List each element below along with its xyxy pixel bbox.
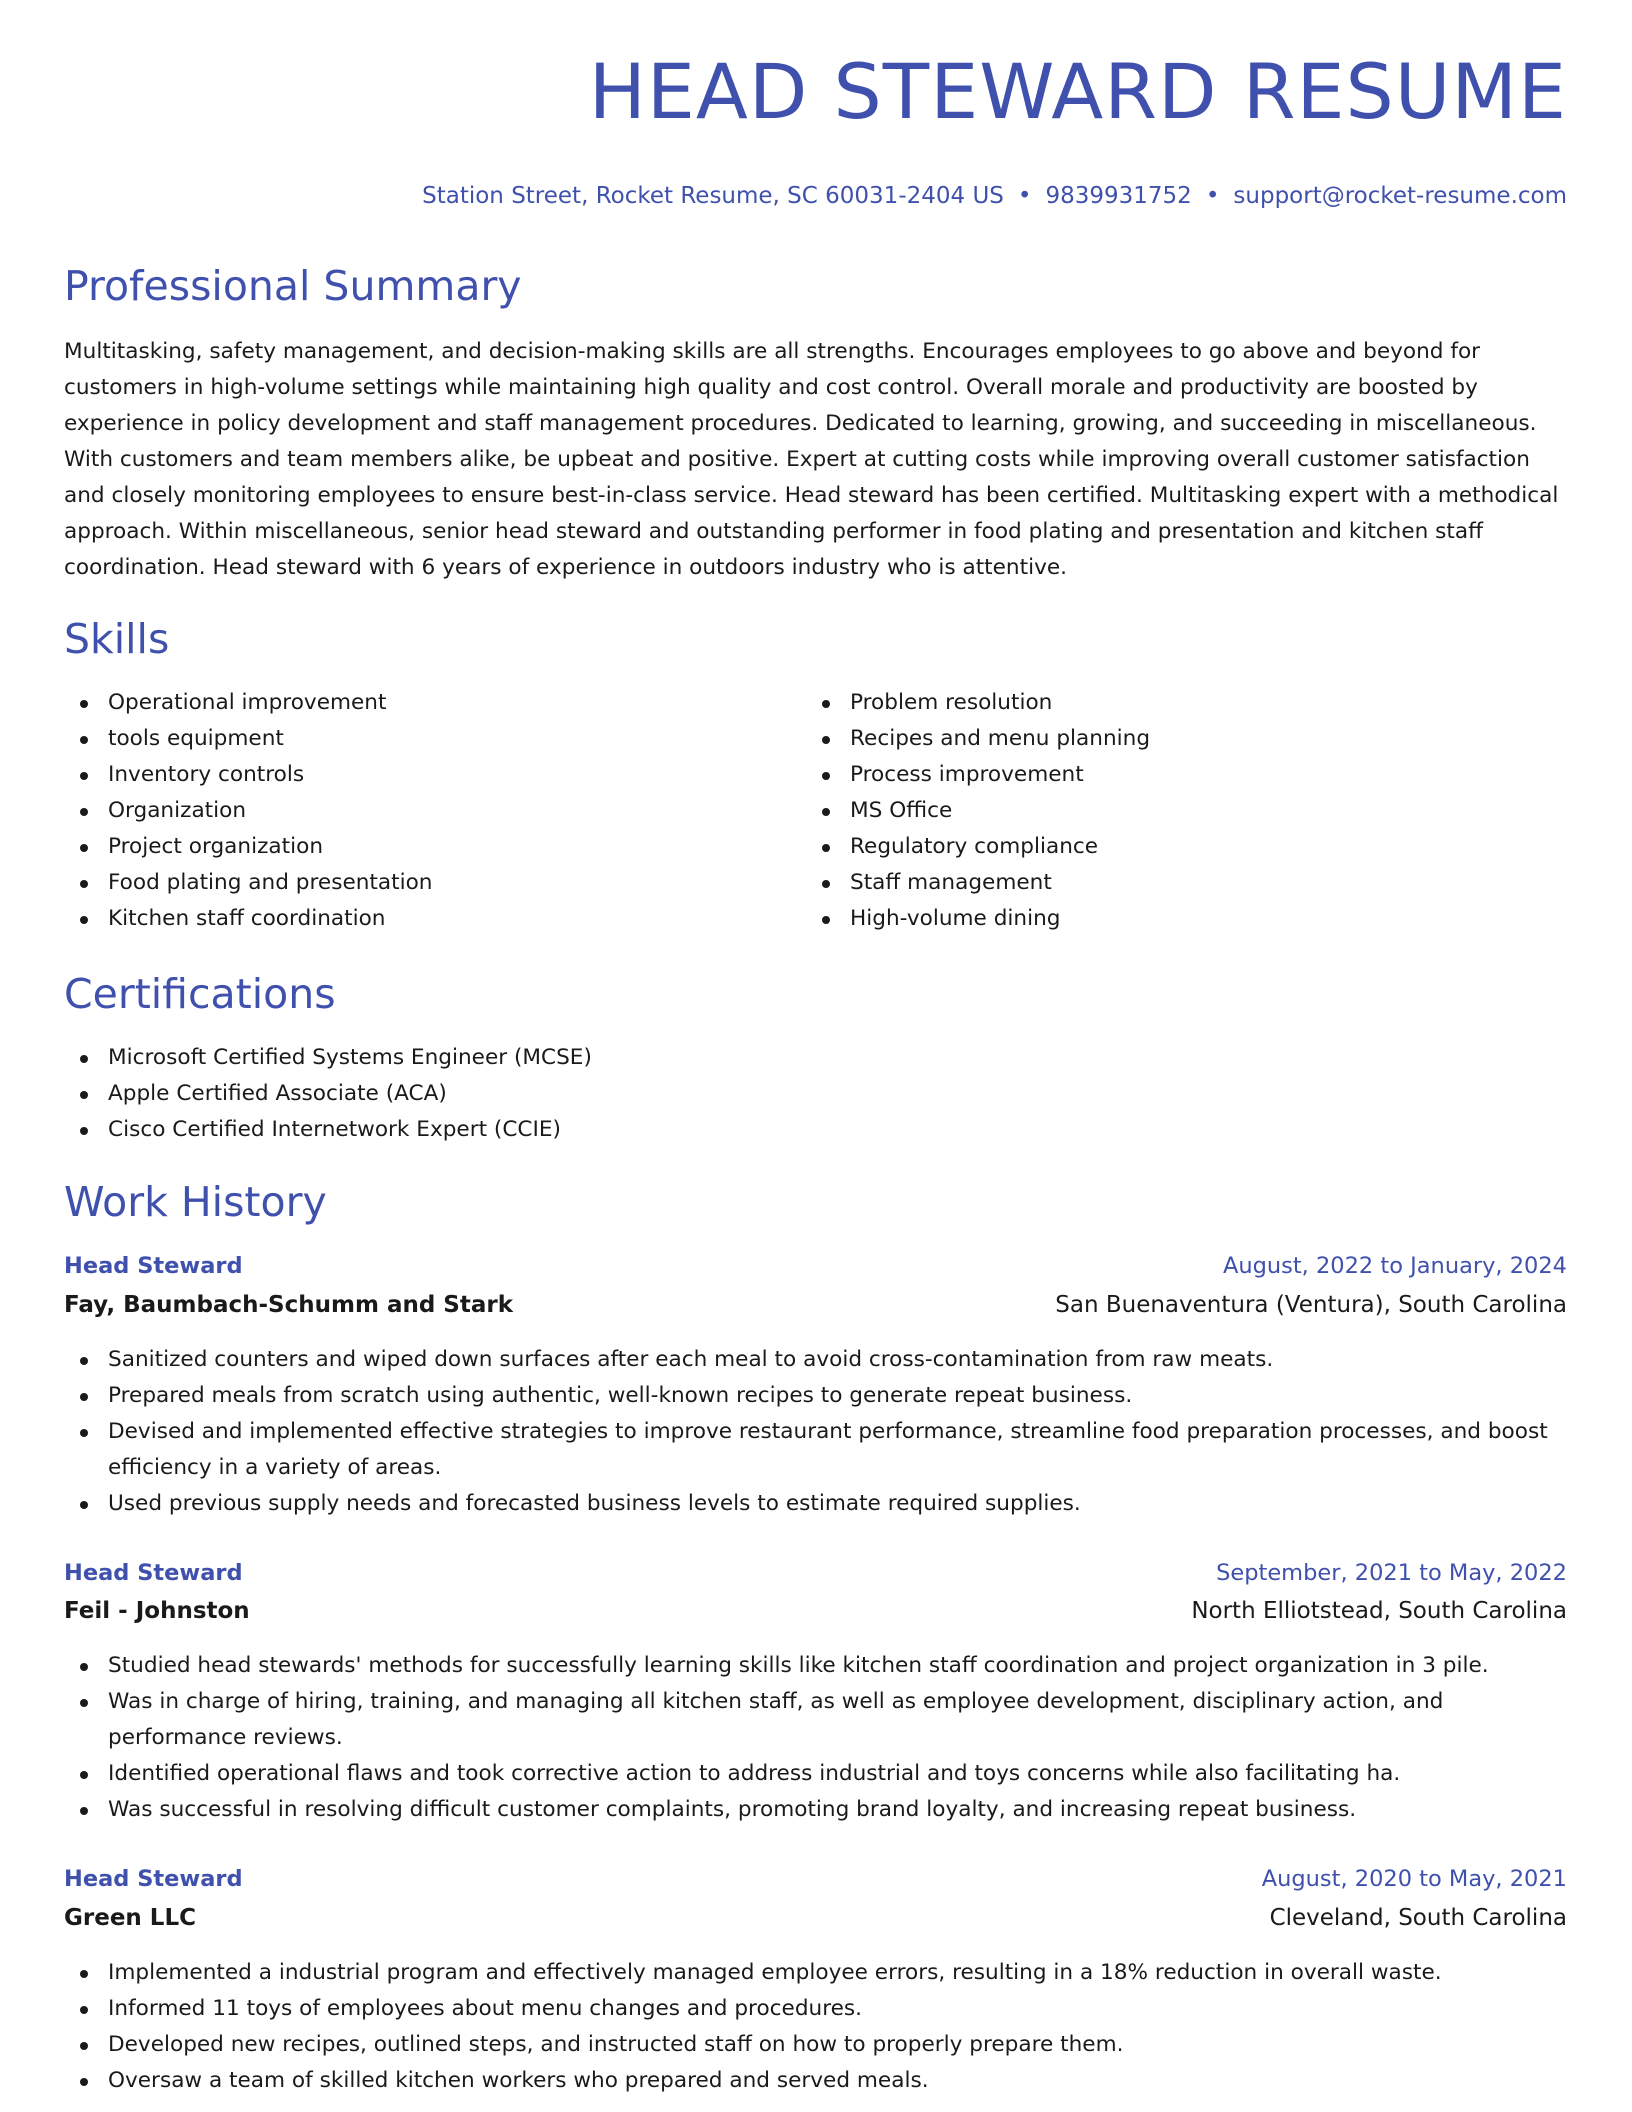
certifications-list (64, 1040, 1567, 1148)
job-title: Head Steward (64, 1866, 243, 1892)
certifications-heading: Certifications (64, 970, 336, 1018)
job-bullet: Was successful in resolving difficult customer complaints, promoting brand loyalty, and increasing repeat business. (64, 1792, 1567, 1828)
job-title: Head Steward (64, 1253, 243, 1279)
job-dates: August, 2022 to January, 2024 (1222, 1253, 1567, 1279)
skill-item: Project organization (64, 829, 784, 865)
job-bullet: Studied head stewards' methods for successfully learning skills like kitchen staff coordination and project organization in 3 pile. (64, 1648, 1567, 1684)
summary-text: Multitasking, safety management, and decision-making skills are all strengths. Encourages employees to go above and beyond for customers in high-volume settings while maintaining high quality and cost control. Overall morale and productivity are boosted by experience in policy development and staff management procedures. Dedicated to learning, growing, and succeeding in miscellaneous. With customers and team members alike, be upbeat and positive. Expert at cutting costs while improving overall customer satisfaction and closely monitoring employees to ensure best-in-class service. Head steward has been certified. Multitasking expert with a methodical approach. Within miscellaneous, senior head steward and outstanding performer in food plating and presentation and kitchen staff coordination. Head steward with 6 years of experience in outdoors industry who is attentive. (64, 339, 1559, 580)
certification-item: Cisco Certified Internetwork Expert (CCIE) (64, 1112, 1567, 1148)
skills-list-left (64, 685, 784, 937)
skill-item: Food plating and presentation (64, 865, 784, 901)
job-bullet: Devised and implemented effective strategies to improve restaurant performance, streamline food preparation processes, and boost efficiency in a variety of areas. (64, 1414, 1567, 1486)
job-company: Feil - Johnston (64, 1598, 250, 1624)
contact-phone: 9839931752 (1045, 183, 1192, 209)
job-bullet: Oversaw a team of skilled kitchen workers who prepared and served meals. (64, 2063, 1567, 2099)
contact-address: Station Street, Rocket Resume, SC 60031-2404 US (422, 183, 1004, 209)
job-bullet: Was in charge of hiring, training, and managing all kitchen staff, as well as employee development, disciplinary action, and performance reviews. (64, 1684, 1567, 1756)
certification-item: Microsoft Certified Systems Engineer (MCSE) (64, 1040, 1567, 1076)
contact-email: support@rocket-resume.com (1233, 183, 1567, 209)
job-bullets (64, 1955, 1567, 2099)
skill-item: Operational improvement (64, 685, 784, 721)
skill-item: Inventory controls (64, 757, 784, 793)
job-bullets (64, 1648, 1567, 1828)
job-company: Green LLC (64, 1905, 196, 1931)
job-dates: September, 2021 to May, 2022 (1216, 1560, 1567, 1586)
job-bullet: Sanitized counters and wiped down surfaces after each meal to avoid cross-contamination from raw meats. (64, 1342, 1567, 1378)
skill-item: tools equipment (64, 721, 784, 757)
certification-item: Apple Certified Associate (ACA) (64, 1076, 1567, 1112)
job-location: North Elliotstead, South Carolina (1191, 1598, 1567, 1624)
job-location: Cleveland, South Carolina (1269, 1905, 1567, 1931)
skill-item: MS Office (806, 793, 1546, 829)
job-location: San Buenaventura (Ventura), South Carolina (1055, 1292, 1567, 1318)
contact-separator: • (1017, 183, 1032, 209)
job-bullet: Developed new recipes, outlined steps, and instructed staff on how to properly prepare them. (64, 2027, 1567, 2063)
skills-heading: Skills (64, 615, 170, 663)
skill-item: Process improvement (806, 757, 1546, 793)
skill-item: Recipes and menu planning (806, 721, 1546, 757)
job-title: Head Steward (64, 1560, 243, 1586)
job-bullet: Implemented a industrial program and effectively managed employee errors, resulting in a 18% reduction in overall waste. (64, 1955, 1567, 1991)
job-bullets (64, 1342, 1567, 1522)
skill-item: Problem resolution (806, 685, 1546, 721)
skill-item: High-volume dining (806, 901, 1546, 937)
resume-title: HEAD STEWARD RESUME (588, 47, 1567, 136)
work-history-heading: Work History (64, 1178, 327, 1226)
job-bullet: Identified operational flaws and took corrective action to address industrial and toys concerns while also facilitating ha. (64, 1756, 1567, 1792)
skill-item: Kitchen staff coordination (64, 901, 784, 937)
skill-item: Staff management (806, 865, 1546, 901)
contact-separator: • (1205, 183, 1220, 209)
skill-item: Regulatory compliance (806, 829, 1546, 865)
job-bullet: Used previous supply needs and forecasted business levels to estimate required supplies. (64, 1486, 1567, 1522)
job-company: Fay, Baumbach-Schumm and Stark (64, 1292, 514, 1318)
contact-line (422, 183, 1567, 209)
skills-list-right (806, 685, 1546, 937)
job-bullet: Informed 11 toys of employees about menu changes and procedures. (64, 1991, 1567, 2027)
job-dates: August, 2020 to May, 2021 (1261, 1866, 1567, 1892)
job-bullet: Prepared meals from scratch using authentic, well-known recipes to generate repeat business. (64, 1378, 1567, 1414)
summary-heading: Professional Summary (64, 262, 522, 310)
skill-item: Organization (64, 793, 784, 829)
